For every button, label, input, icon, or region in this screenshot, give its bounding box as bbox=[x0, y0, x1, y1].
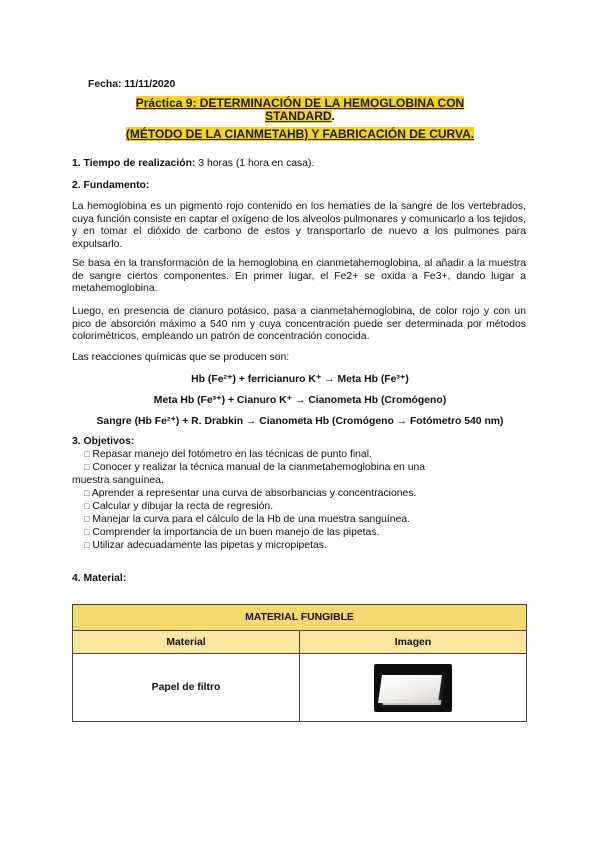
objetivos-list bbox=[72, 448, 524, 552]
date-label: Fecha: 11/11/2020 bbox=[88, 79, 176, 90]
filter-paper-image bbox=[374, 664, 452, 712]
section-fundamento-heading: 2. Fundamento: bbox=[72, 180, 150, 191]
checkbox-icon: □ bbox=[84, 527, 90, 537]
section-time-value: 3 horas (1 hora en casa). bbox=[195, 158, 315, 169]
column-header-imagen: Imagen bbox=[300, 631, 527, 654]
fundamento-paragraph-4: Las reacciones químicas que se producen son: bbox=[72, 352, 290, 363]
section-time bbox=[72, 158, 314, 169]
fundamento-paragraph-1: La hemoglobina es un pigmento rojo contenido en los hematíes de la sangre de los vertebrados, cuya función consiste en captar el oxígeno de los alveolos pulmonares y comunicarlo a los tejidos, y en tomar el dióxido de carbono de estos y transportarlo de nuevo a los pulmones para expulsarlo. bbox=[72, 201, 526, 250]
checkbox-icon: □ bbox=[84, 501, 90, 511]
list-item: □ Calcular y dibujar la recta de regresión. bbox=[84, 501, 274, 512]
table-title: MATERIAL FUNGIBLE bbox=[73, 605, 527, 631]
list-item: □ Conocer y realizar la técnica manual de la cianmetahemoglobina en una bbox=[84, 462, 426, 473]
table-header-row bbox=[73, 631, 527, 654]
table-title-row bbox=[73, 605, 527, 631]
page-subtitle bbox=[100, 128, 500, 141]
column-header-material: Material bbox=[73, 631, 300, 654]
section-material-heading: 4. Material: bbox=[72, 573, 127, 584]
checkbox-icon: □ bbox=[84, 540, 90, 550]
equation-3: Sangre (Hb Fe²⁺) + R. Drabkin → Cianometa Hb (Cromógeno → Fotómetro 540 nm) bbox=[96, 416, 504, 427]
equation-1: Hb (Fe²⁺) + ferricianuro K⁺ → Meta Hb (Fe³⁺) bbox=[191, 374, 409, 385]
material-table bbox=[72, 604, 527, 722]
page-title bbox=[100, 97, 500, 123]
fundamento-paragraph-3: Luego, en presencia de cianuro potásico, pasa a cianmetahemoglobina, de color rojo y con un pico de absorción máximo a 540 nm y cuya concentración puede ser determinada por métodos colorimétricos, empleando un patrón de concentración conocida. bbox=[72, 306, 526, 343]
equation-2: Meta Hb (Fe³⁺) + Cianuro K⁺ → Cianometa Hb (Cromógeno) bbox=[153, 395, 447, 406]
checkbox-icon: □ bbox=[84, 462, 90, 472]
checkbox-icon: □ bbox=[84, 449, 90, 459]
list-item: □ Comprender la importancia de un buen manejo de las pipetas. bbox=[84, 527, 380, 538]
list-item-continuation: muestra sanguínea. bbox=[72, 475, 164, 486]
fundamento-paragraph-2: Se basa en la transformación de la hemoglobina en cianmetahemoglobina, al añadir a la muestra de sangre ciertos componentes. En primer lugar, el Fe2+ se oxida a Fe3+, dando lugar a metahemoglobina. bbox=[72, 258, 526, 295]
list-item: □ Repasar manejo del fotómetro en las técnicas de punto final. bbox=[84, 449, 372, 460]
title-line-2: (MÉTODO DE LA CIANMETAHB) Y FABRICACIÓN DE CURVA. bbox=[125, 127, 475, 141]
title-line-1: Práctica 9: DETERMINACIÓN DE LA HEMOGLOBINA CON STANDARD bbox=[135, 96, 465, 123]
material-name-cell: Papel de filtro bbox=[73, 654, 300, 722]
checkbox-icon: □ bbox=[84, 514, 90, 524]
title-line-1-end: . bbox=[331, 109, 335, 123]
list-item: □ Manejar la curva para el cálculo de la Hb de una muestra sanguínea. bbox=[84, 514, 411, 525]
section-time-label: 1. Tiempo de realización: bbox=[72, 158, 196, 169]
material-image-cell bbox=[300, 654, 527, 722]
list-item: □ Utilizar adecuadamente las pipetas y micropipetas. bbox=[84, 540, 327, 551]
checkbox-icon: □ bbox=[84, 488, 90, 498]
table-row bbox=[73, 654, 527, 722]
list-item: □ Aprender a representar una curva de absorbancias y concentraciones. bbox=[84, 488, 417, 499]
section-objetivos-heading: 3. Objetivos: bbox=[72, 436, 135, 447]
